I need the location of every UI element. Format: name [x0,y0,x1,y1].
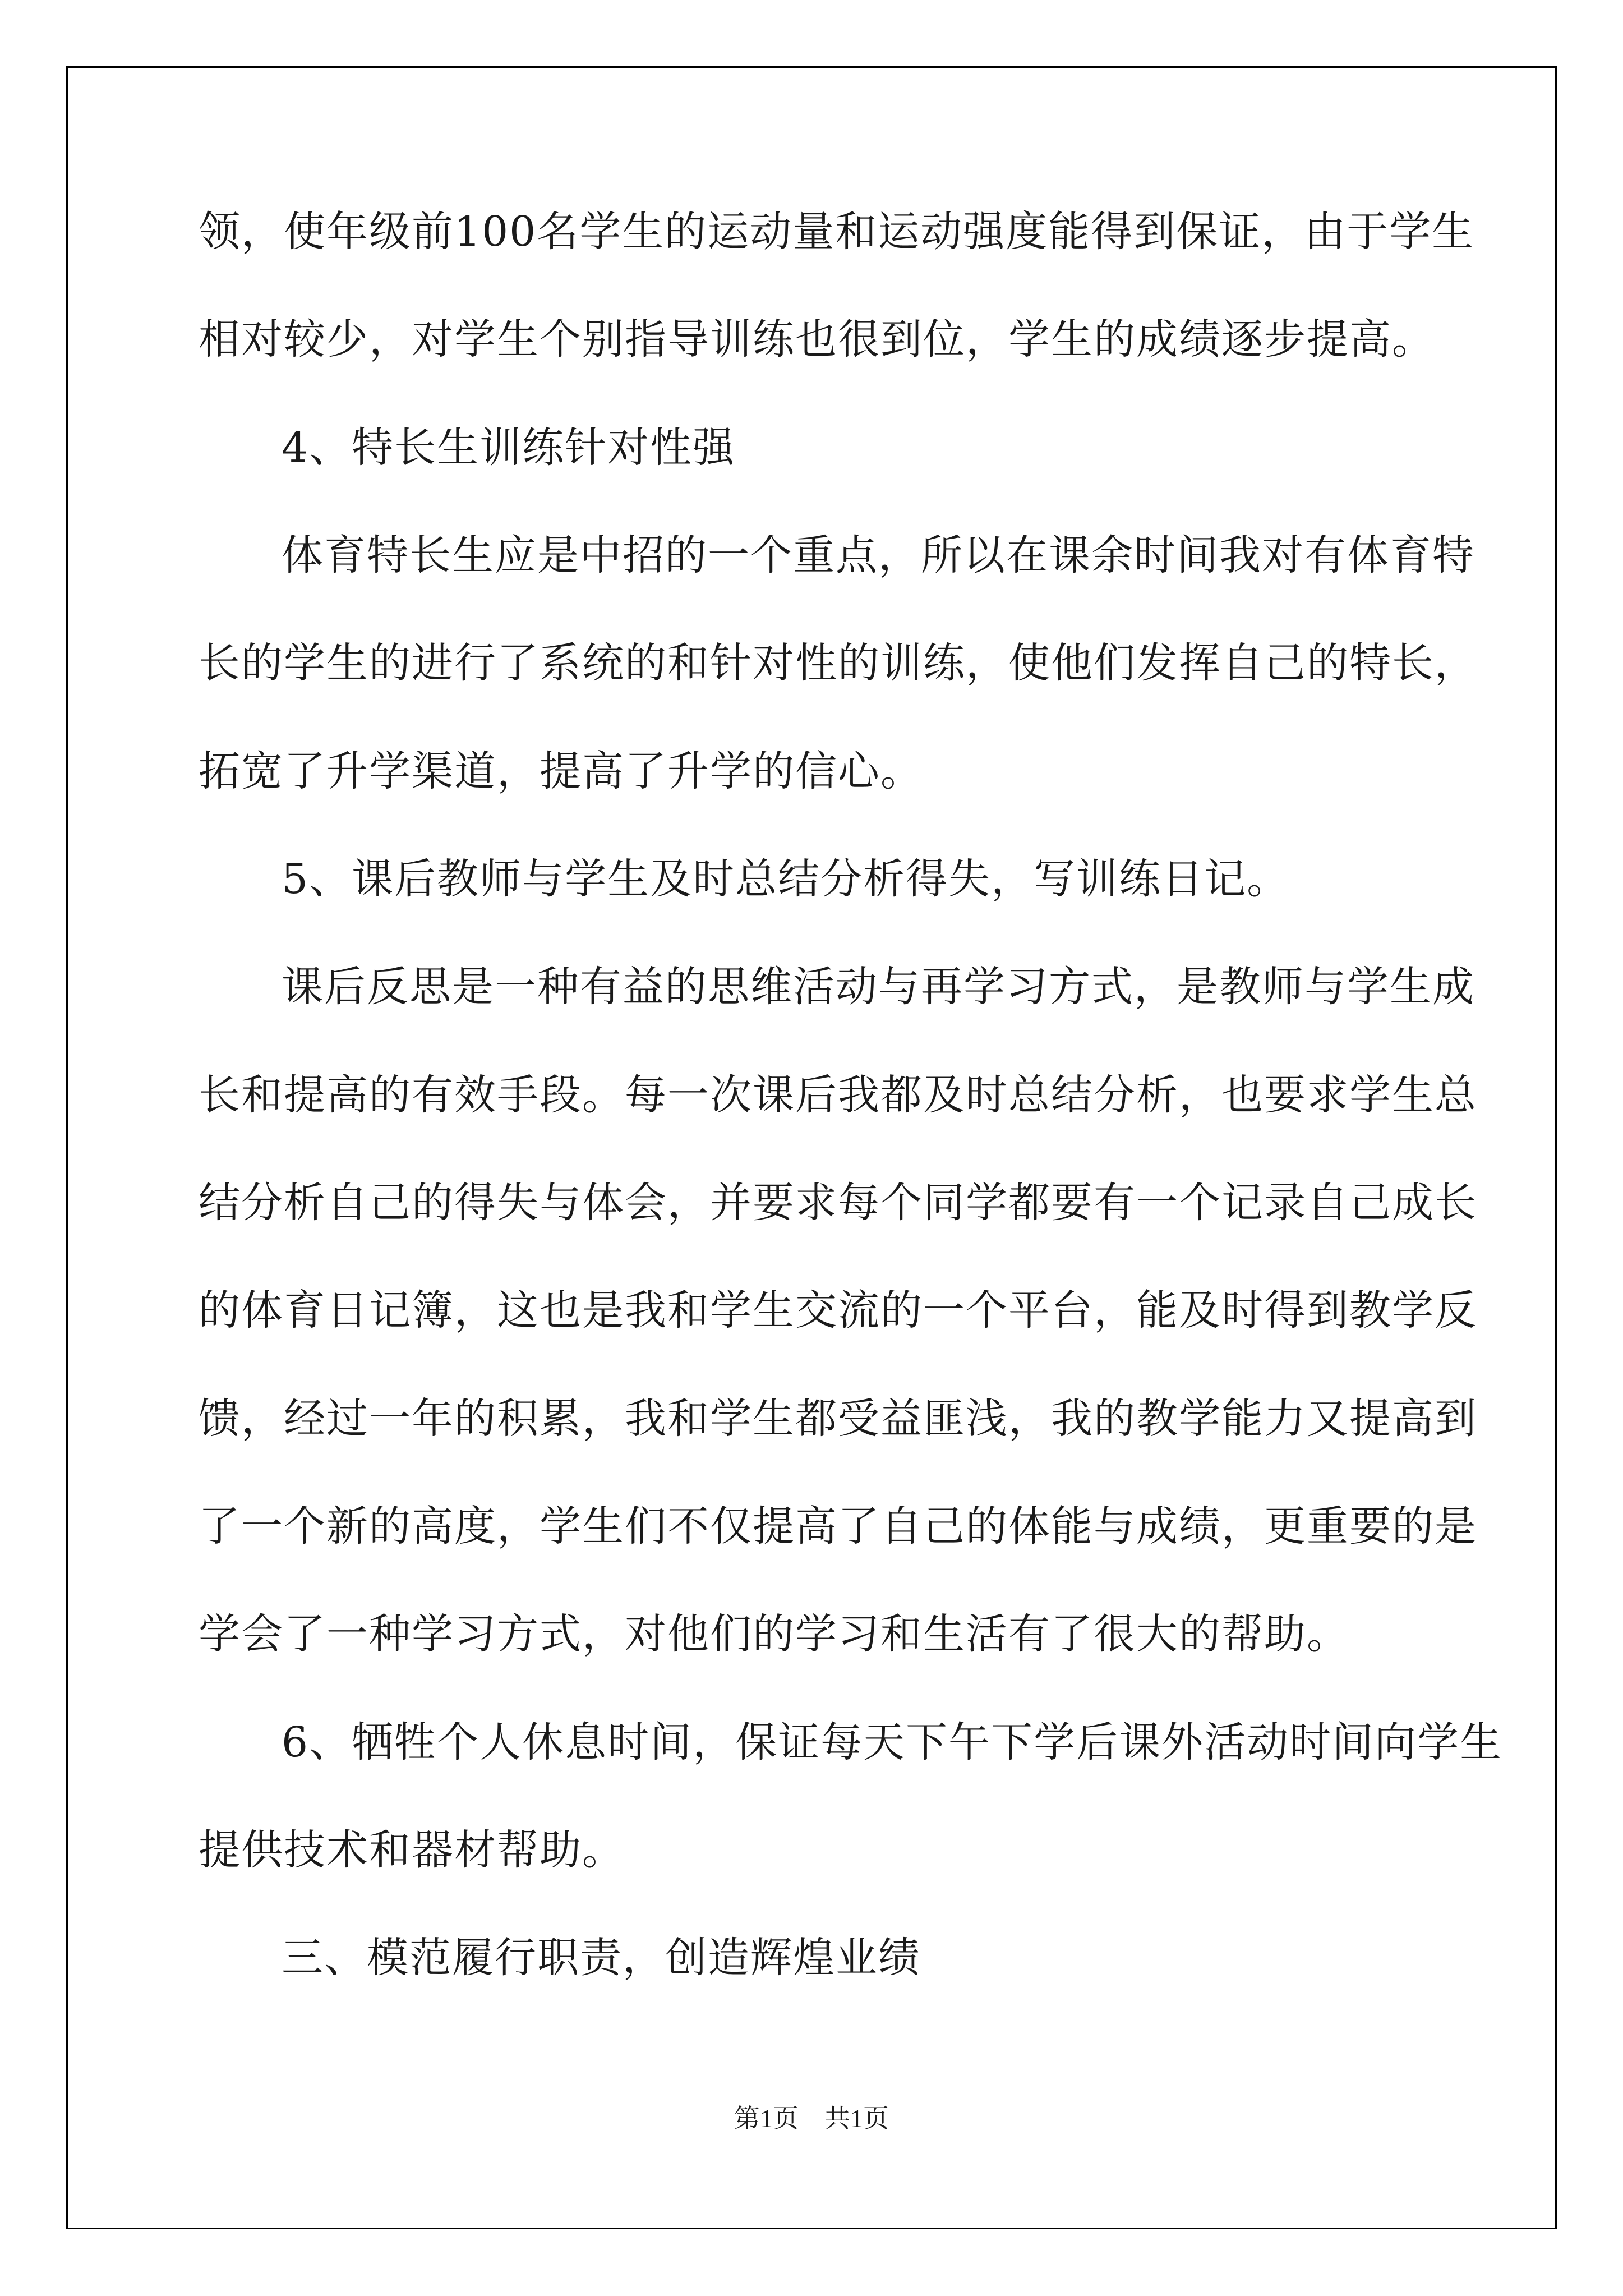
section-heading: 三、模范履行职责，创造辉煌业绩 [282,1934,921,1982]
text-line: 学会了一种学习方式，对他们的学习和生活有了很大的帮助。 [199,1610,1349,1658]
text-line: 课后反思是一种有益的思维活动与再学习方式，是教师与学生成 [282,963,1475,1011]
text-line: 结分析自己的得失与体会，并要求每个同学都要有一个记录自己成长 [199,1179,1477,1227]
text-line: 提供技术和器材帮助。 [199,1826,625,1874]
text-line: 长和提高的有效手段。每一次课后我都及时总结分析，也要求学生总 [199,1071,1477,1119]
page-number-footer: 第1页 共1页 [734,2104,889,2133]
text-line: 拓宽了升学渠道，提高了升学的信心。 [199,747,923,795]
text-line: 长的学生的进行了系统的和针对性的训练，使他们发挥自己的特长， [199,639,1477,687]
section-heading: 4、特长生训练针对性强 [282,424,736,472]
text-line: 相对较少，对学生个别指导训练也很到位，学生的成绩逐步提高。 [199,315,1435,364]
section-heading: 5、课后教师与学生及时总结分析得失，写训练日记。 [282,855,1290,903]
text-line: 领，使年级前100名学生的运动量和运动强度能得到保证，由于学生 [199,208,1475,256]
section-heading: 6、牺牲个人休息时间，保证每天下午下学后课外活动时间向学生 [282,1718,1503,1766]
text-line: 体育特长生应是中招的一个重点，所以在课余时间我对有体育特 [282,531,1475,579]
page-border [66,66,1557,2229]
text-line: 馈，经过一年的积累，我和学生都受益匪浅，我的教学能力又提高到 [199,1395,1477,1443]
text-line: 的体育日记簿，这也是我和学生交流的一个平台，能及时得到教学反 [199,1286,1477,1335]
text-line: 了一个新的高度，学生们不仅提高了自己的体能与成绩，更重要的是 [199,1502,1477,1550]
